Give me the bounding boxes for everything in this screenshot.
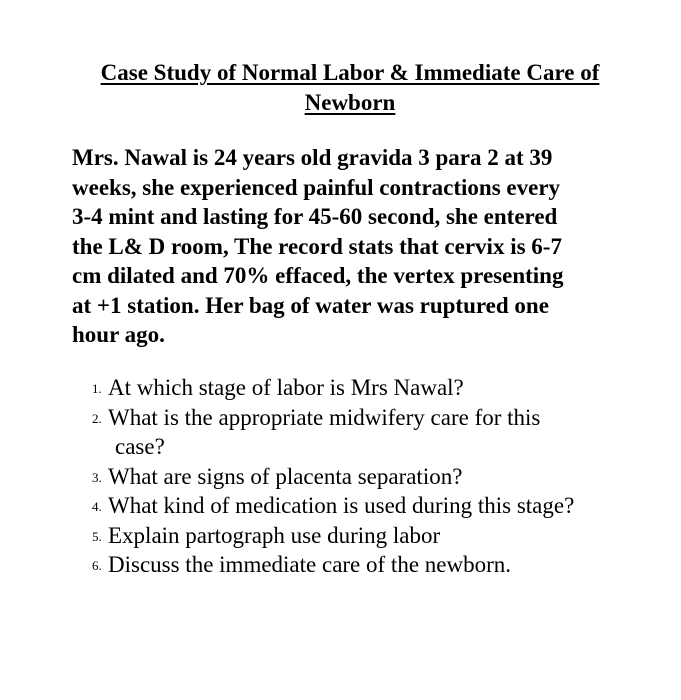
question-item [90, 521, 650, 551]
question-text: At which stage of labor is Mrs Nawal? [108, 375, 464, 400]
question-item [90, 550, 650, 580]
case-line: 3-4 mint and lasting for 45-60 second, she entered [72, 204, 558, 229]
document-title [40, 58, 660, 118]
question-item [90, 491, 650, 521]
question-text: Discuss the immediate care of the newborn. [108, 552, 512, 577]
question-number: 1. [92, 381, 102, 396]
case-description [72, 143, 632, 350]
question-text: Explain partograph use during labor [108, 522, 441, 548]
title-line-2: Newborn [304, 90, 396, 115]
case-line: cm dilated and 70% effaced, the vertex presenting [72, 263, 564, 288]
question-item [90, 403, 650, 462]
question-text: What are signs of placenta separation? [108, 463, 463, 489]
question-number: 4. [92, 499, 102, 514]
question-number: 5. [92, 528, 102, 544]
case-line: weeks, she experienced painful contractions every [72, 174, 561, 200]
question-number: 6. [92, 558, 102, 573]
case-line: Mrs. Nawal is 24 years old gravida 3 para 2 at 39 [72, 145, 553, 170]
case-line: the L& D room, The record stats that cervix is 6-7 [72, 233, 562, 259]
question-list [90, 373, 650, 580]
case-line: hour ago. [72, 322, 165, 347]
case-line: at +1 station. Her bag of water was ruptured one [72, 292, 549, 318]
question-item [90, 462, 650, 492]
question-text: What kind of medication is used during this stage? [108, 493, 575, 518]
question-number: 2. [92, 410, 102, 426]
title-line-1: Case Study of Normal Labor & Immediate Care of [100, 60, 600, 85]
question-number: 3. [92, 469, 102, 485]
question-item [90, 373, 650, 403]
question-text-continuation: case? [115, 434, 165, 459]
question-text: What is the appropriate midwifery care for this [108, 404, 541, 430]
